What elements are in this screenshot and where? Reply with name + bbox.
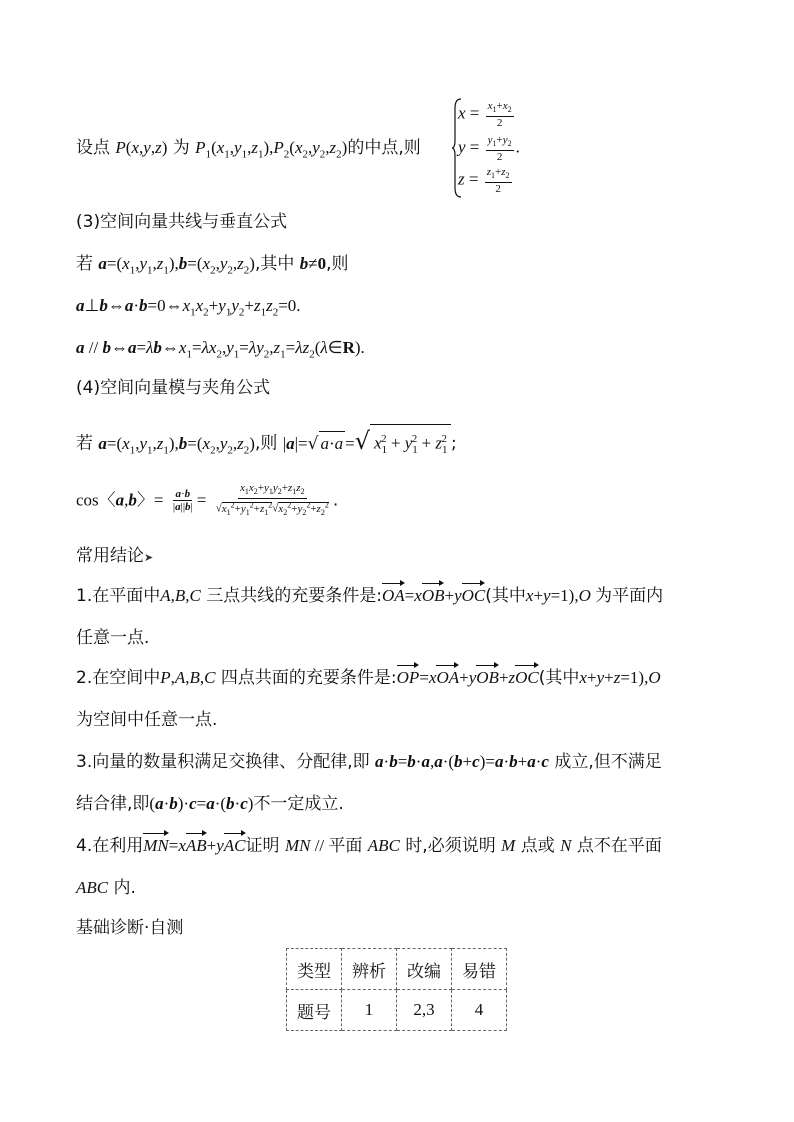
system-row-x: x = $\frac{x_1+x_2}{2}$ bbox=[458, 100, 512, 130]
table-header-cell: 类型 bbox=[287, 949, 342, 990]
table-header-cell: 改编 bbox=[397, 949, 452, 990]
system-row-y: y = $\frac{y_1+y_2}{2}$ . bbox=[458, 134, 520, 164]
midpoint-mid2: 的中点,则 bbox=[347, 138, 421, 158]
diagnosis-heading: 基础诊断·自测 bbox=[76, 918, 184, 938]
conclusion-1-line1: 1.在平面中A,B,C 三点共线的充要条件是:OA=xOB+yOC(其中x+y=1),O 为平面内 bbox=[76, 586, 664, 606]
table-header-cell: 辨析 bbox=[342, 949, 397, 990]
magnitude-formula: 若 $a=(x_1,y_1,z_1),b=(x_2,y_2,z_2)$,则 |a|=√ a·a =√ $x_1^2 + y_1^2 + z_1^2$ ; bbox=[76, 424, 457, 464]
table-row bbox=[287, 990, 507, 1031]
section3-heading: (3)空间向量共线与垂直公式 bbox=[76, 212, 288, 232]
conclusion-2-line1: 2.在空间中P,A,B,C 四点共面的充要条件是:OP=xOA+yOB+zOC(其中x+y+z=1),O bbox=[76, 668, 661, 688]
table-row-label: 题号 bbox=[287, 990, 342, 1031]
table-cell: 1 bbox=[342, 990, 397, 1031]
midpoint-mid1: 为 bbox=[172, 138, 190, 158]
conclusion-3-line2: 结合律,即(a·b)·c=a·(b·c)不一定成立. bbox=[76, 794, 344, 814]
table-cell: 4 bbox=[452, 990, 507, 1031]
conclusion-4-line2: ABC 内. bbox=[76, 878, 136, 898]
midpoint-formula-line: 设点 P(x,y,z) 为 $P_1(x_1,y_1,z_1),P_2(x_2,y_2,z_2)$的中点,则 bbox=[76, 138, 421, 161]
conclusion-4-line1: 4.在利用MN=xAB+yAC证明 MN // 平面 ABC 时,必须说明 M 点或 N 点不在平面 bbox=[76, 836, 662, 856]
perpendicular-formula: $a\perp b\Leftrightarrow a\cdot b=0\Leftrightarrow x_1x_2+y_1y_2+z_1z_2=0$. bbox=[76, 296, 301, 319]
question-type-table bbox=[286, 948, 507, 1031]
table-header-cell: 易错 bbox=[452, 949, 507, 990]
conclusion-3-line1: 3.向量的数量积满足交换律、分配律,即 a·b=b·a,a·(b+c)=a·b+a·c 成立,但不满足 bbox=[76, 752, 662, 772]
conclusions-heading: 常用结论➤ bbox=[76, 546, 154, 566]
conclusion-1-line2: 任意一点. bbox=[76, 628, 150, 648]
section3-given: 若 $a=(x_1,y_1,z_1),b=(x_2,y_2,z_2)$,其中 b≠0,则 bbox=[76, 254, 349, 277]
section4-heading: (4)空间向量模与夹角公式 bbox=[76, 378, 271, 398]
table-cell: 2,3 bbox=[397, 990, 452, 1031]
midpoint-lead: 设点 bbox=[76, 138, 110, 158]
conclusion-2-line2: 为空间中任意一点. bbox=[76, 710, 218, 730]
parallel-formula: $a // b\Leftrightarrow a=\lambda b\Leftrightarrow x_1=\lambda x_2,y_1=\lambda y_2,z_1=\lambda z_2(\lambda\in R)$. bbox=[76, 338, 365, 361]
arrow-marker-icon: ➤ bbox=[144, 551, 154, 564]
system-row-z: z = $\frac{z_1+z_2}{2}$ bbox=[458, 166, 510, 196]
table-header-row bbox=[287, 949, 507, 990]
angle-formula: cos〈a,b〉= $\frac{a\cdot b}{|a||b|}$ = $\frac{x_1x_2+y_1y_2+z_1z_2}{√x_1^2+y_1^2+z_1^2√x_2^2+y_2^2+z_2^2}$ . bbox=[76, 482, 339, 518]
